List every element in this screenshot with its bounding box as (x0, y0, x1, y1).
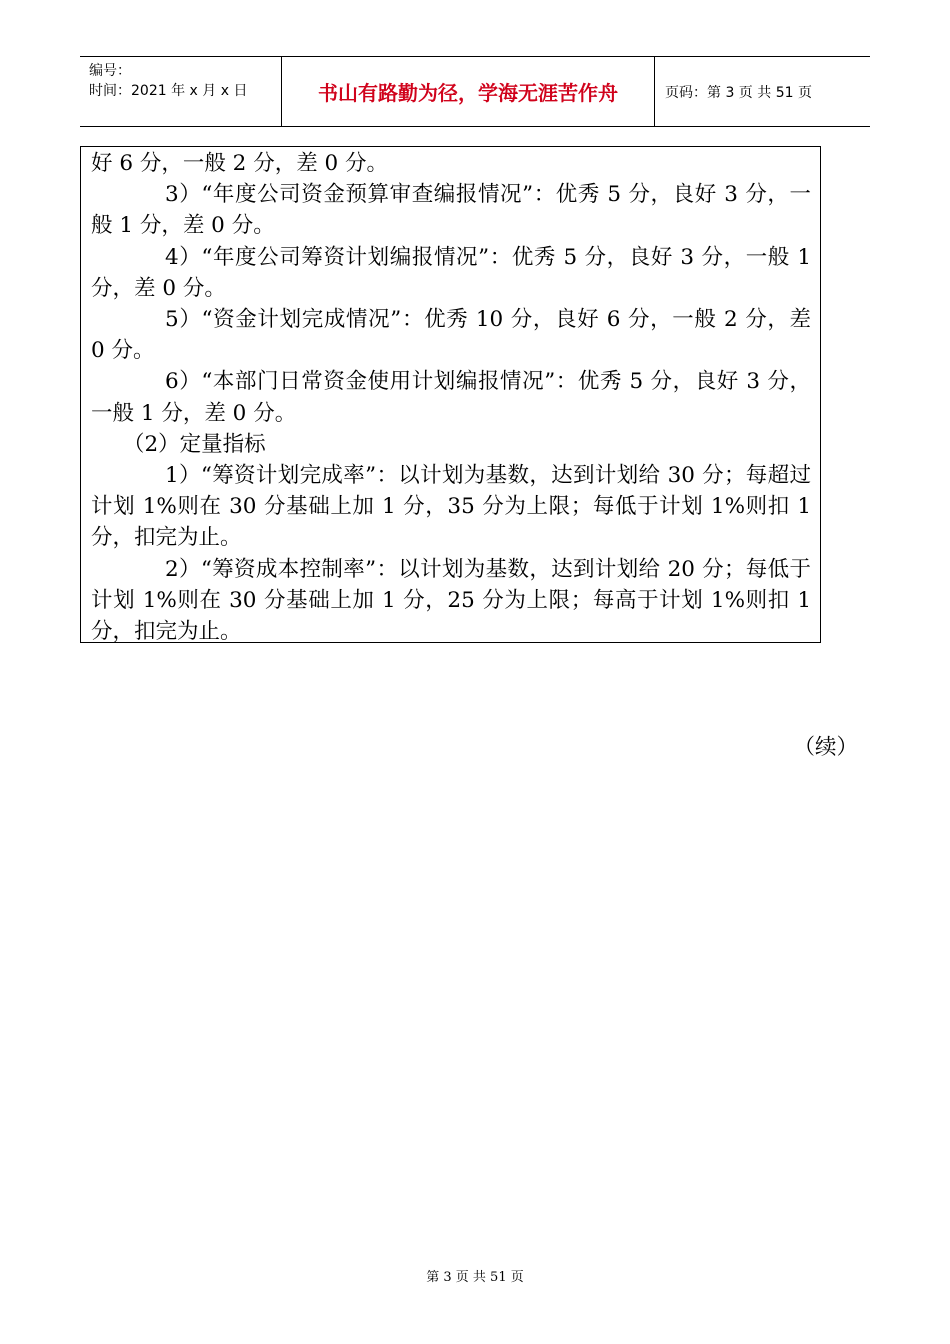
document-number-label: 编号： (89, 63, 131, 79)
header-page-number: 页码：第 3 页 共 51 页 (665, 84, 812, 101)
paragraph: 4）“年度公司筹资计划编报情况”：优秀 5 分，良好 3 分，一般 1 分，差 0 分。 (91, 244, 811, 301)
paragraph: 3）“年度公司资金预算审查编报情况”：优秀 5 分，良好 3 分，一般 1 分，差 0 分。 (91, 182, 811, 239)
header-motto: 书山有路勤为径，学海无涯苦作舟 (281, 57, 655, 126)
content-box (80, 146, 821, 643)
header-meta (80, 57, 281, 126)
paragraph: 1）“筹资计划完成率”：以计划为基数，达到计划给 30 分；每超过计划 1%则在 30 分基础上加 1 分，35 分为上限；每低于计划 1%则扣 1 分，扣完为止。 (91, 463, 811, 551)
paragraph: 2）“筹资成本控制率”：以计划为基数，达到计划给 20 分；每低于计划 1%则在 30 分基础上加 1 分，25 分为上限；每高于计划 1%则扣 1 分，扣完为止。 (91, 556, 811, 645)
page-footer: 第 3 页 共 51 页 (426, 1270, 524, 1285)
paragraph: 5）“资金计划完成情况”：优秀 10 分，良好 6 分，一般 2 分，差 0 分。 (91, 307, 811, 364)
continued-label: （续） (793, 735, 858, 760)
paragraph: 好 6 分，一般 2 分，差 0 分。 (91, 151, 389, 176)
document-date: 时间：2021 年 x 月 x 日 (89, 83, 248, 99)
paragraph: 6）“本部门日常资金使用计划编报情况”：优秀 5 分，良好 3 分，一般 1 分，差 0 分。 (91, 369, 811, 426)
section-heading: （2）定量指标 (123, 431, 266, 457)
page-header (80, 56, 870, 127)
